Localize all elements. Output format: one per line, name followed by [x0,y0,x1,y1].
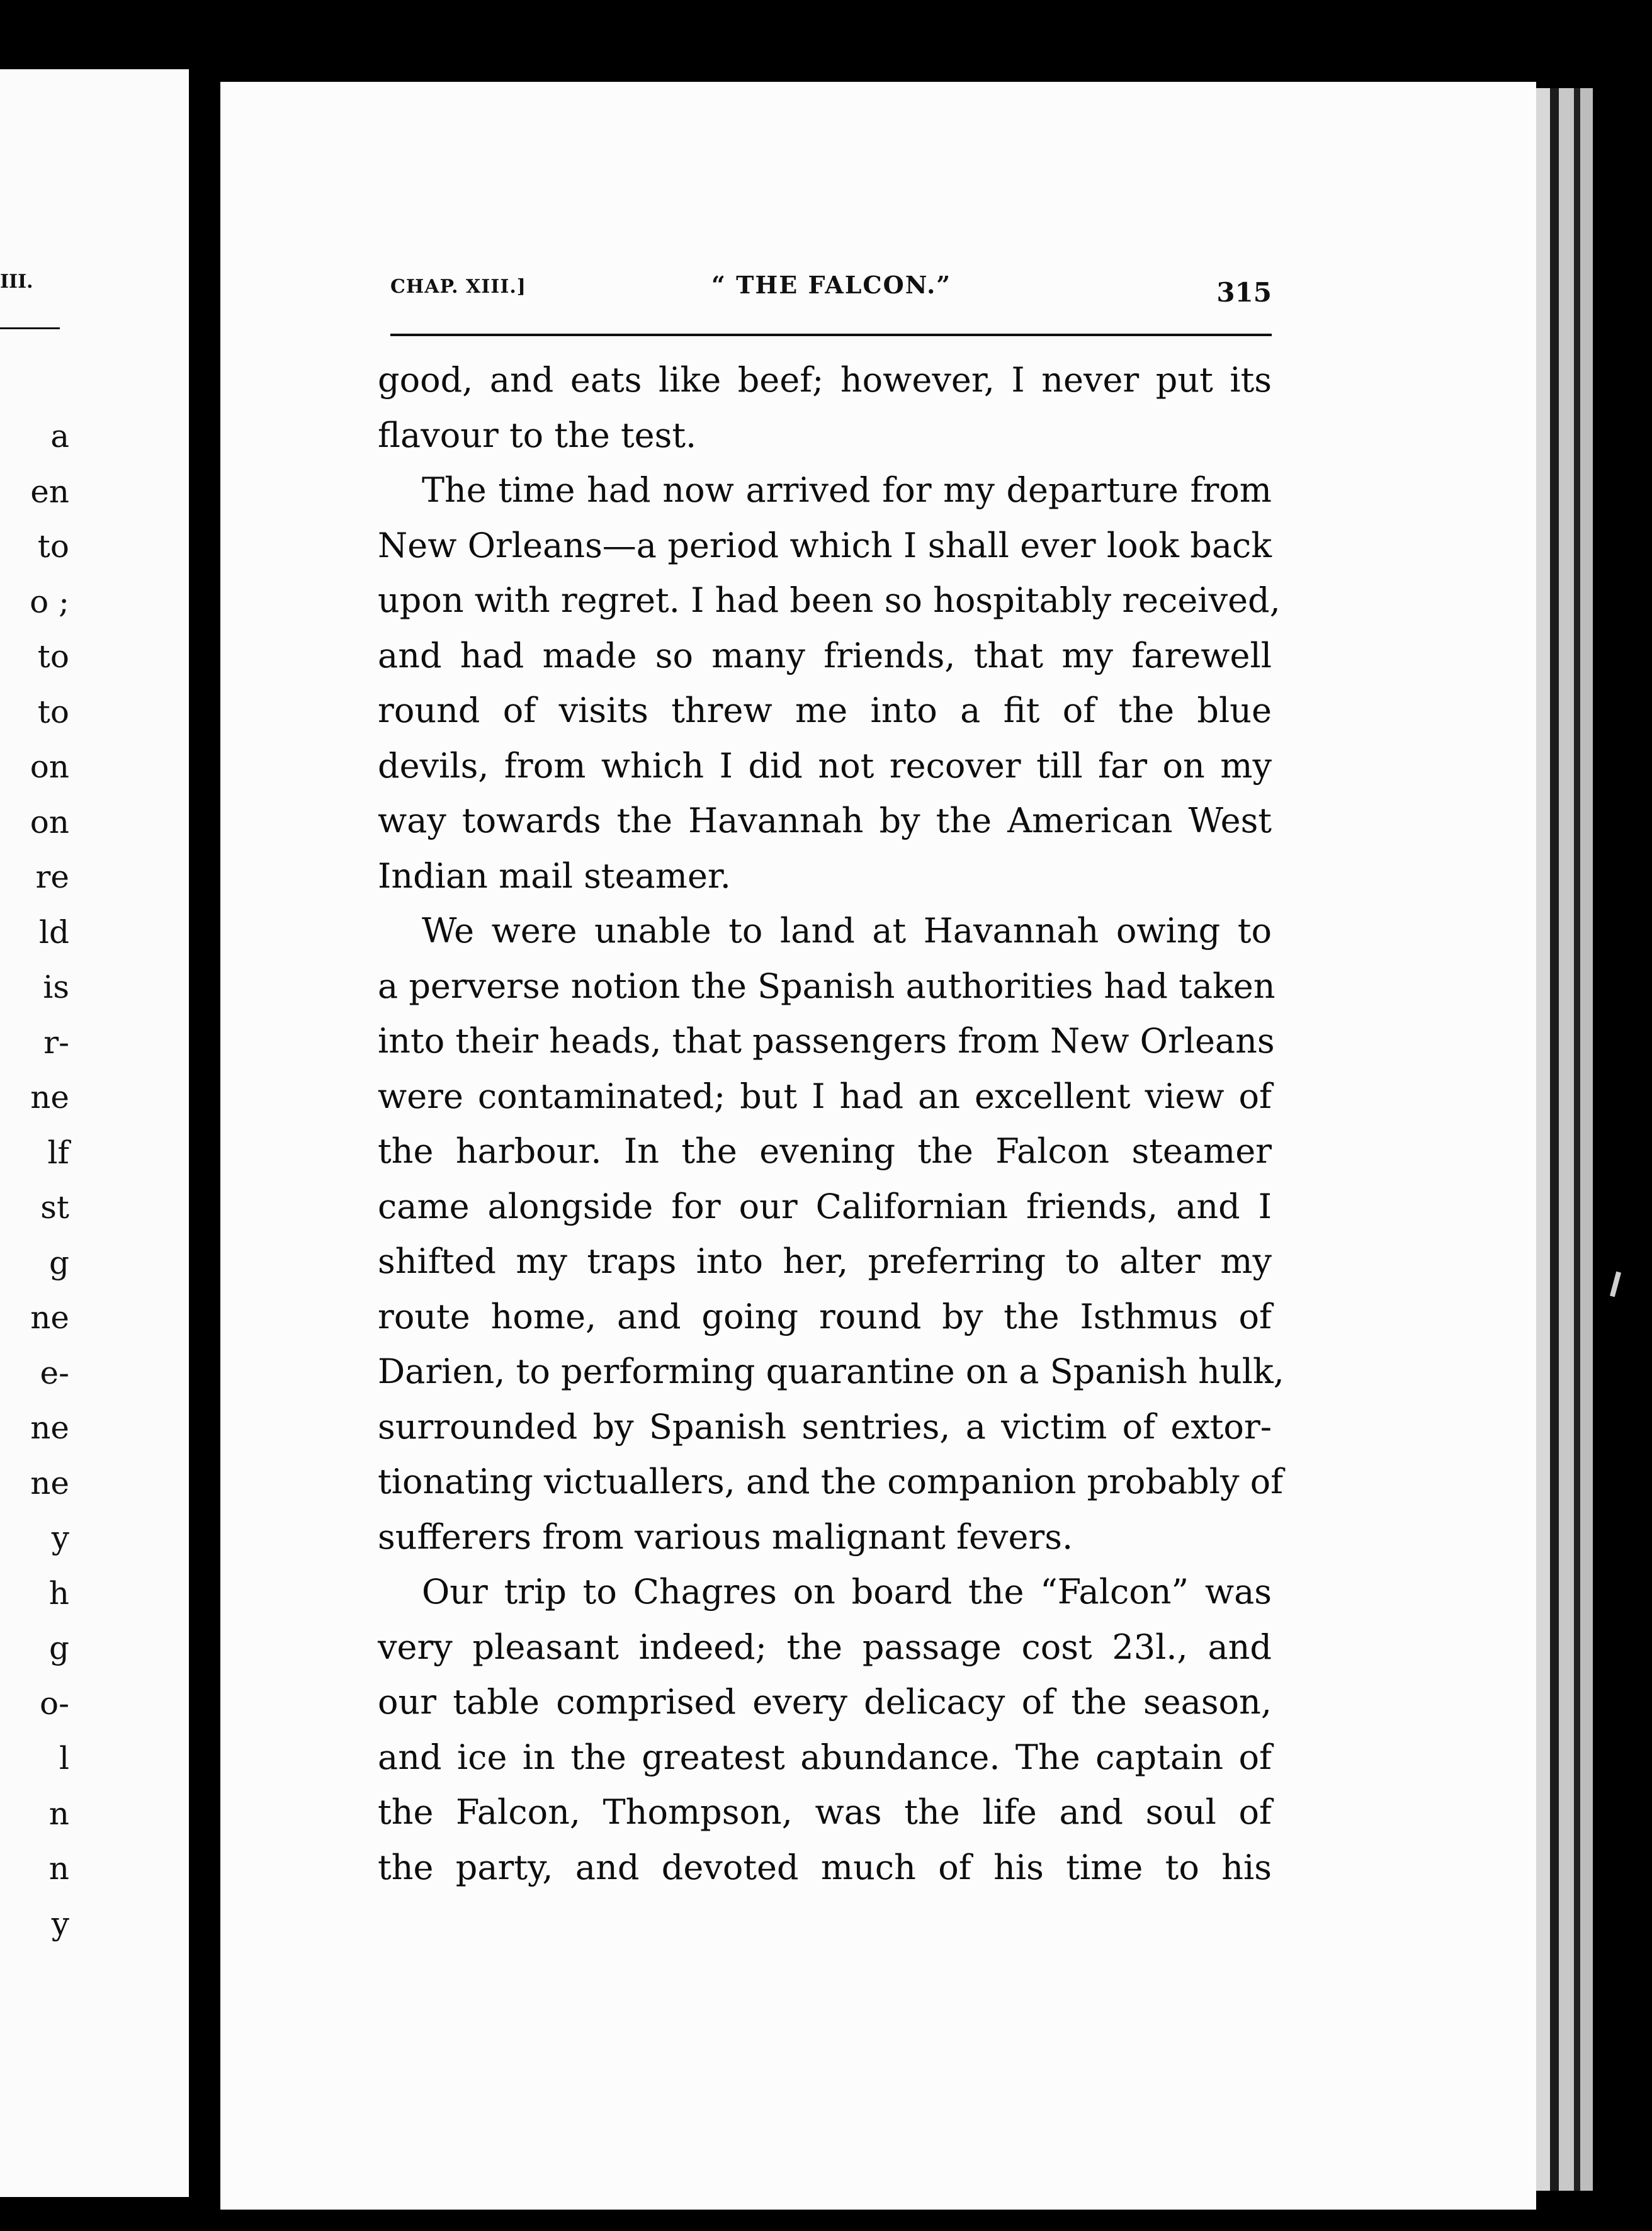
text-line: into their heads, that passengers from New Orleans [378,1021,1275,1061]
left-line-ending: en [30,473,69,510]
text-line: were contaminated; but I had an excellent view of [378,1076,1272,1116]
text-line: our table comprised every delicacy of the season, [378,1682,1272,1722]
text-line: route home, and going round by the Isthmus of [378,1296,1272,1336]
left-line-ending: ne [30,1464,69,1501]
page-number: 315 [1216,277,1272,308]
text-line: very pleasant indeed; the passage cost 23l., and [378,1627,1272,1667]
page-edge [1574,88,1580,2191]
chapter-label: CHAP. XIII.] [390,276,526,298]
left-line-ending: lf [47,1134,69,1171]
left-header-rule [0,327,60,329]
left-page-line-endings [0,409,69,1951]
left-line-ending: n [48,1850,69,1887]
left-line-ending: on [30,803,69,840]
scan-speck [1610,1272,1621,1297]
left-line-ending: is [43,969,69,1005]
left-line-ending: ne [30,1409,69,1446]
left-line-ending: o- [40,1685,69,1722]
left-line-ending: y [51,1905,69,1942]
left-line-ending: a [50,418,69,455]
text-line: Darien, to performing quarantine on a Spanish hulk, [378,1352,1284,1391]
header-rule [390,334,1272,336]
left-line-ending: on [30,748,69,785]
left-line-ending: g [48,1244,69,1281]
left-page-header: III. [0,271,33,293]
left-line-ending: st [40,1189,69,1226]
left-line-ending: to [37,638,69,675]
left-line-ending: ne [30,1299,69,1336]
text-line: upon with regret. I had been so hospitably received, [378,580,1281,620]
text-line: and had made so many friends, that my farewell [378,635,1272,675]
paragraph-first-line: Our trip to Chagres on board the “Falcon” was [422,1572,1272,1612]
text-line: the party, and devoted much of his time to his [378,1847,1272,1887]
page-edge [1559,88,1574,2191]
text-line: and ice in the greatest abundance. The captain of [378,1737,1272,1777]
left-line-ending: r- [43,1024,69,1061]
text-line: flavour to the test. [378,415,697,455]
body-text [378,353,1284,1895]
text-line: sufferers from various malignant fevers. [378,1517,1073,1557]
running-title: “ THE FALCON.” [711,271,952,299]
text-line: shifted my traps into her, preferring to alter my [378,1241,1272,1281]
text-line: devils, from which I did not recover till far on my [378,745,1272,786]
page-edge [1580,88,1593,2191]
left-facing-page [0,69,191,2197]
text-line: round of visits threw me into a fit of the blue [378,691,1272,730]
page-edge [1536,88,1550,2191]
text-line: a perverse notion the Spanish authorities had taken [378,966,1276,1006]
text-line: surrounded by Spanish sentries, a victim of extor- [378,1406,1272,1447]
paragraph-first-line: The time had now arrived for my departure from [422,470,1272,510]
text-line: the harbour. In the evening the Falcon steamer [378,1131,1272,1171]
text-line: came alongside for our Californian friends, and I [378,1186,1272,1226]
left-line-ending: ld [39,913,69,951]
page-edge [1550,88,1559,2191]
left-line-ending: to [37,693,69,730]
text-line: Indian mail steamer. [378,856,731,896]
left-line-ending: l [59,1740,69,1776]
text-line: the Falcon, Thompson, was the life and soul of [378,1792,1272,1832]
left-line-ending: re [35,859,69,895]
running-head [390,271,1272,308]
left-line-ending: y [51,1520,69,1556]
left-line-ending: h [48,1574,69,1612]
left-line-ending: ne [30,1079,69,1116]
text-line: way towards the Havannah by the American West [378,801,1272,840]
text-line: tionating victuallers, and the companion probably of [378,1462,1284,1501]
book-gutter [189,0,220,2231]
left-line-ending: e- [40,1354,69,1391]
text-line: New Orleans—a period which I shall ever look back [378,525,1272,565]
left-line-ending: to [37,528,69,565]
text-line: good, and eats like beef; however, I never put its [378,360,1272,400]
paragraph-first-line: We were unable to land at Havannah owing to [422,911,1272,951]
left-line-ending: g [48,1630,69,1666]
left-line-ending: o ; [30,583,69,620]
left-line-ending: n [48,1795,69,1832]
